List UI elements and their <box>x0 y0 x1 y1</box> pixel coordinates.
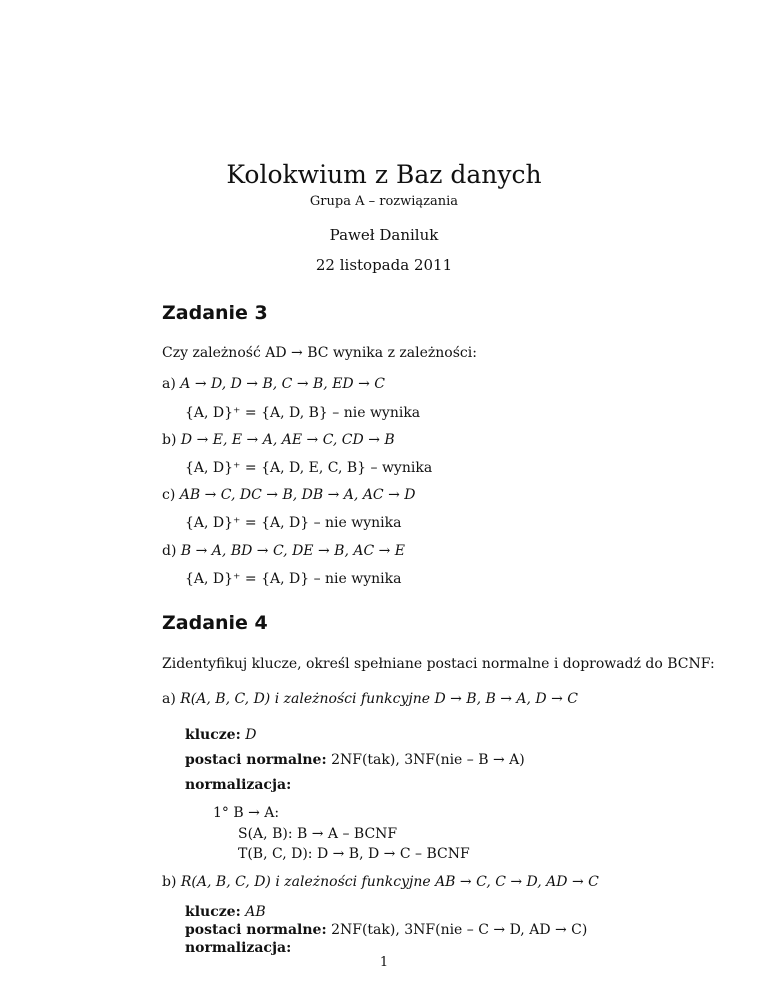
page-number: 1 <box>379 955 389 970</box>
z4-a-normal-forms <box>185 752 525 768</box>
z4-b-normalization-label: normalizacja: <box>185 940 292 956</box>
z4-item-label: a) <box>162 691 176 707</box>
z4-a-step: 1° B → A: <box>213 805 280 821</box>
z3-item-a-result: {A, D}⁺ = {A, D, B} – nie wynika <box>185 405 421 421</box>
z3-item-a <box>162 376 385 392</box>
z4-item-b <box>162 874 599 890</box>
z3-item-d <box>162 543 405 559</box>
author: Paweł Daniluk <box>329 226 439 244</box>
z3-item-deps: A → D, D → B, C → B, ED → C <box>180 376 385 392</box>
z4-item-relation: R(A, B, C, D) i zależności funkcyjne D → B, B → A, D → C <box>180 691 578 707</box>
z3-item-d-result: {A, D}⁺ = {A, D} – nie wynika <box>185 571 402 587</box>
nf-label: postaci normalne: <box>185 752 327 768</box>
keys-label: klucze: <box>185 904 241 920</box>
section-heading-zadanie-3: Zadanie 3 <box>162 302 268 324</box>
z4-item-label: b) <box>162 874 177 890</box>
keys-value: AB <box>245 904 266 920</box>
nf-value: 2NF(tak), 3NF(nie – C → D, AD → C) <box>331 922 588 938</box>
z3-item-label: a) <box>162 376 176 392</box>
z4-b-keys <box>185 904 266 920</box>
z3-item-label: c) <box>162 487 176 503</box>
z3-item-deps: AB → C, DC → B, DB → A, AC → D <box>179 487 416 503</box>
z4-item-a <box>162 691 578 707</box>
z3-item-deps: D → E, E → A, AE → C, CD → B <box>180 432 395 448</box>
section-heading-zadanie-4: Zadanie 4 <box>162 612 268 634</box>
keys-value: D <box>245 727 257 743</box>
z3-item-label: b) <box>162 432 177 448</box>
nf-label: postaci normalne: <box>185 922 327 938</box>
z3-item-b-result: {A, D}⁺ = {A, D, E, C, B} – wynika <box>185 460 433 476</box>
z4-a-keys <box>185 727 256 743</box>
z3-item-c <box>162 487 416 503</box>
document-subtitle: Grupa A – rozwiązania <box>309 194 459 209</box>
z3-item-label: d) <box>162 543 177 559</box>
date: 22 listopada 2011 <box>315 256 453 274</box>
zadanie-3-intro: Czy zależność AD → BC wynika z zależności: <box>162 345 477 361</box>
keys-label: klucze: <box>185 727 241 743</box>
z4-a-step-s1: S(A, B): B → A – BCNF <box>238 826 398 842</box>
z3-item-c-result: {A, D}⁺ = {A, D} – nie wynika <box>185 515 402 531</box>
zadanie-4-intro: Zidentyfikuj klucze, określ spełniane postaci normalne i doprowadź do BCNF: <box>162 656 715 672</box>
nf-value: 2NF(tak), 3NF(nie – B → A) <box>331 752 525 768</box>
z4-b-normal-forms <box>185 922 587 938</box>
z4-item-relation: R(A, B, C, D) i zależności funkcyjne AB → C, C → D, AD → C <box>180 874 599 890</box>
document-title: Kolokwium z Baz danych <box>226 160 542 189</box>
z3-item-deps: B → A, BD → C, DE → B, AC → E <box>180 543 406 559</box>
z3-item-b <box>162 432 395 448</box>
z4-a-step-s2: T(B, C, D): D → B, D → C – BCNF <box>238 846 470 862</box>
z4-a-normalization-label: normalizacja: <box>185 777 292 793</box>
